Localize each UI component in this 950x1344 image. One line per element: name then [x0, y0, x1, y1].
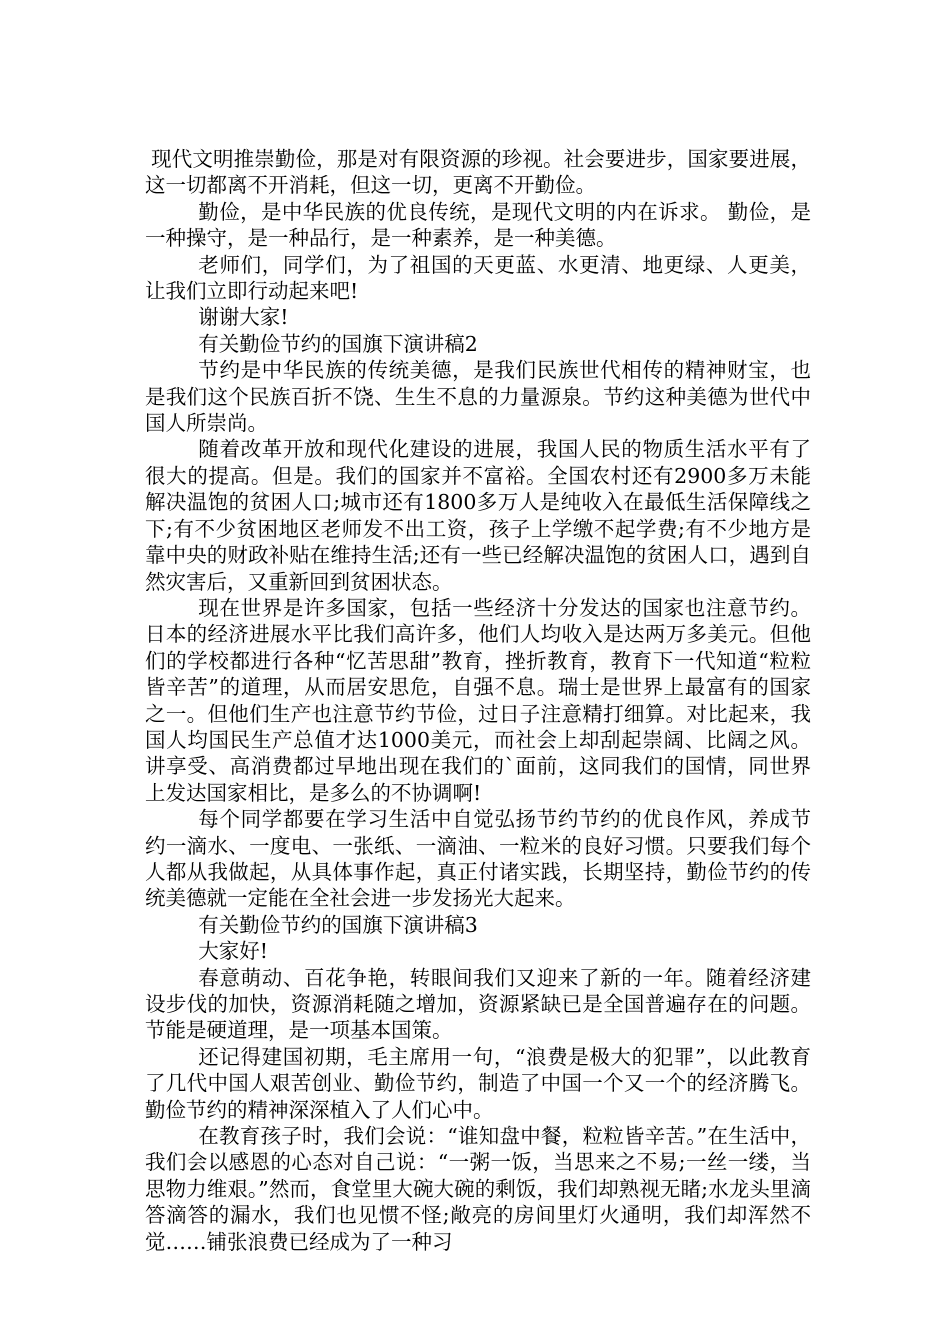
paragraph-call-to-action: 老师们，同学们，为了祖国的天更蓝、水更清、地更绿、人更美，让我们立即行动起来吧!: [145, 252, 811, 304]
paragraph-modern-civilization: 现代文明推崇勤俭，那是对有限资源的珍视。社会要进步，国家要进展，这一切都离不开消耗，但这一切，更离不开勤俭。: [145, 147, 811, 198]
closing-thanks: 谢谢大家!: [198, 305, 289, 330]
paragraph-educating-children: 在教育孩子时，我们会说：“谁知盘中餐，粒粒皆辛苦。”在生活中，我们会以感恩的心态对自己说：“一粥一饭，当思来之不易;一丝一缕，当思物力维艰。”然而，食堂里大碗大碗的剩饭，我们却熟视无睹;水龙头里滴答滴答的漏水，我们也见惯不怪;敞亮的房间里灯火通明，我们却浑然不觉……铺张浪费已经成为了一种习: [145, 1124, 811, 1254]
paragraph-world-countries: 现在世界是许多国家，包括一些经济十分发达的国家也注意节约。日本的经济进展水平比我们高许多，他们人均收入是达两万多美元。但他们的学校都进行各种“忆苦思甜”教育，挫折教育，教育下一代知道“粒粒皆辛苦”的道理，从而居安思危，自强不息。瑞士是世界上最富有的国家之一。但他们生产也注意节约节俭，过日子注意精打细算。对比起来，我国人均国民生产总值才达1000美元，而社会上却刮起崇阔、比阔之风。讲享受、高消费都过早地出现在我们的`面前，这同我们的国情，同世界上发达国家相比，是多么的不协调啊!: [145, 595, 811, 805]
paragraph-spring-resources: 春意萌动、百花争艳，转眼间我们又迎来了新的一年。随着经济建设步伐的加快，资源消耗随之增加，资源紧缺已是全国普遍存在的问题。节能是硬道理，是一项基本国策。: [145, 965, 811, 1043]
paragraph-reform-progress: 随着改革开放和现代化建设的进展，我国人民的物质生活水平有了很大的提高。但是。我们的国家并不富裕。全国农村还有2900多万未能解决温饱的贫困人口;城市还有1800多万人是纯收入在最低生活保障线之下;有不少贫困地区老师发不出工资，孩子上学缴不起学费;有不少地方是靠中央的财政补贴在维持生活;还有一些已经解决温饱的贫困人口，遇到自然灾害后，又重新回到贫困状态。: [145, 437, 811, 594]
document-page: [145, 146, 811, 1255]
greeting: 大家好!: [198, 939, 269, 964]
section-heading-speech-2: 有关勤俭节约的国旗下演讲稿2: [198, 331, 478, 356]
paragraph-frugality-virtue: 节约是中华民族的传统美德，是我们民族世代相传的精神财宝，也是我们这个民族百折不饶、生生不息的力量源泉。节约这种美德为世代中国人所崇尚。: [145, 358, 811, 436]
paragraph-thrift-tradition: 勤俭，是中华民族的优良传统，是现代文明的内在诉求。 勤俭，是一种操守，是一种品行，是一种素养，是一种美德。: [145, 199, 811, 251]
section-heading-speech-3: 有关勤俭节约的国旗下演讲稿3: [198, 912, 478, 937]
paragraph-students-habits: 每个同学都要在学习生活中自觉弘扬节约节约的优良作风，养成节约一滴水、一度电、一张纸、一滴油、一粒米的良好习惯。只要我们每个人都从我做起，从具体事作起，真正付诸实践，长期坚持，勤俭节约的传统美德就一定能在全社会进一步发扬光大起来。: [145, 807, 811, 911]
paragraph-chairman-mao: 还记得建国初期，毛主席用一句，“浪费是极大的犯罪”，以此教育了几代中国人艰苦创业、勤俭节约，制造了中国一个又一个的经济腾飞。勤俭节约的精神深深植入了人们心中。: [145, 1044, 811, 1122]
